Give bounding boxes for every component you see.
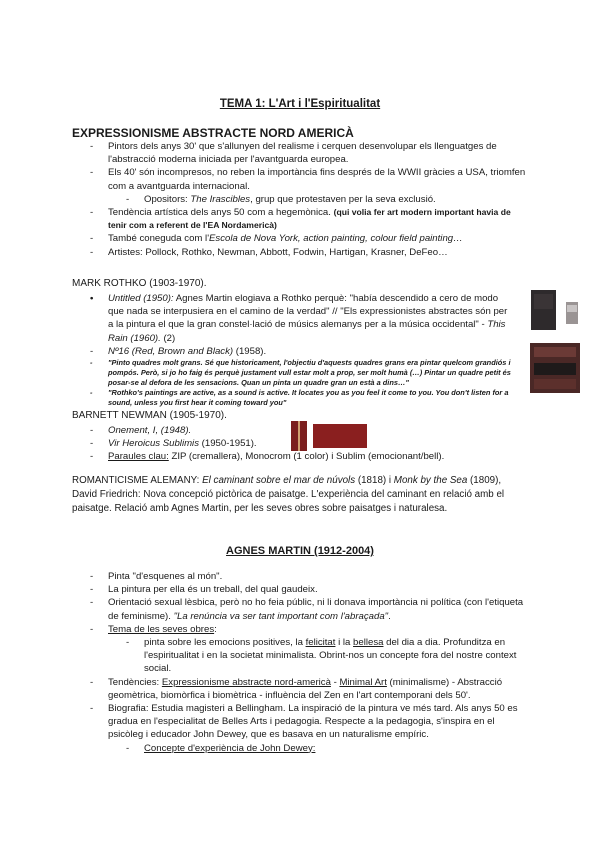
painting-rothko-untitled	[531, 290, 556, 330]
quote-rothko-2: - "Rothko's paintings are active, as a sound is active. It locates you as you feel it come to you. You don't listen for a sound, unless you first hear it coming toward you"	[90, 388, 509, 408]
list-item: - Nº16 (Red, Brown and Black) (1958).	[90, 345, 267, 357]
painting-newman-onement	[291, 421, 307, 451]
list-expressionism	[90, 140, 528, 259]
list-item: - Concepte d'experiència de John Dewey:	[126, 742, 316, 754]
list-item: • Untitled (1950): Agnes Martin elogiava a Rothko perquè: "había descendido a cero de modo que nada se interpusiera en el camino de la verdad" // "Els expressionistes abstractes són per a la pintura el que la gran constel·lació de músics alemanys per a la música occidental" - This Rain (1960). (2)	[90, 293, 508, 344]
heading-agnes-martin: AGNES MARTIN (1912-2004)	[226, 545, 374, 557]
list-rothko	[90, 292, 514, 408]
list-item: - Opositors: The Irascibles, grup que protestaven per la seva exclusió.	[126, 193, 436, 205]
list-item: - Orientació sexual lèsbica, però no ho feia públic, ni li donava importància ni política (con l'etiqueta de feminisme). "La renúncia va ser tant important com l'abraçada".	[90, 597, 524, 622]
list-item: - Onement, I, (1948).	[90, 425, 192, 436]
painting-rothko-no16	[530, 343, 580, 393]
painting-newman-vir-heroicus	[313, 424, 367, 448]
list-item: - Tendència artística dels anys 50 com a hegemònica. (qui volia fer art modern important havia de tenir com a referent de l'EA Nordamericà)	[90, 207, 511, 231]
list-item: - Pinta "d'esquenes al món".	[90, 571, 223, 582]
list-item: - Artistes: Pollock, Rothko, Newman, Abbott, Fodwin, Hartigan, Krasner, DeFeo…	[90, 246, 448, 258]
quote-rothko-1: - "Pinto quadres molt grans. Sé que historicament, l'objectiu d'aquests quadres grans era pintar quelcom grandiós i pompós. Però, si jo ho faig és perquè justament vull estar molt a prop, ser molt humà (…) Pintar un quadre petit és posar-se al defora de les sensacions. Quan un pinta un quadre gran un està a dins…"	[90, 358, 511, 388]
heading-expressionism: EXPRESSIONISME ABSTRACTE NORD AMERICÀ	[72, 126, 354, 140]
list-item: - La pintura per ella és un treball, del qual gaudeix.	[90, 584, 318, 596]
painting-rothko-this-rain	[566, 302, 578, 324]
heading-newman: BARNETT NEWMAN (1905-1970).	[72, 410, 227, 421]
list-item: - Els 40' són incompresos, no reben la importància fins després de la WWII gràcies a USA, triomfen com a avantguarda internacional.	[90, 167, 526, 192]
list-item: - Paraules clau: ZIP (cremallera), Monocrom (1 color) i Sublim (emocionant/bell).	[90, 451, 445, 463]
list-item: - Pintors dels anys 30' que s'allunyen del realisme i cerquen desenvolupar els llenguatges de l'abstracció moderna iniciada per l'avantguarda europea.	[90, 141, 497, 166]
list-item: - Vir Heroicus Sublimis (1950-1951).	[90, 438, 257, 450]
page-title: TEMA 1: L'Art i l'Espiritualitat	[219, 98, 381, 110]
list-item: - Tendències: Expressionisme abstracte nord-americà - Minimal Art (minimalisme) - Abstracció geomètrica, biomòrfica i biomètrica - influència del Zen en l'art contemporani dels 50'.	[90, 676, 503, 701]
list-item: - Biografia: Estudia magisteri a Bellingham. La inspiració de la pintura ve més tard. Als anys 50 es gradua en l'especialitat de Belles Arts i pedagogia. Respecte a la pedagogia, s'inspira en el psicòleg i educador John Dewey, que es basava en un naturalisme empíric.	[90, 703, 518, 741]
list-agnes-martin	[90, 570, 524, 755]
paragraph-romanticism: ROMANTICISME ALEMANY: El caminant sobre el mar de núvols (1818) i Monk by the Sea (1809), David Friedrich: Nova concepció pictòrica de paisatge. L'experiència del caminant en relació amb el paisatge. Relació amb Agnes Martin, per les seves obres sobre paisatges i naturalesa.	[72, 475, 505, 514]
list-item: - També coneguda com l'Escola de Nova York, action painting, colour field painting…	[90, 233, 463, 245]
list-item: - Tema de les seves obres:	[90, 623, 217, 635]
list-item: - pinta sobre les emocions positives, la felicitat i la bellesa del dia a dia. Profunditza en l'espiritualitat i en la societat minimalista. Obrint-nos un concepte fora del nostre context social.	[126, 637, 517, 675]
heading-rothko: MARK ROTHKO (1903-1970).	[72, 278, 207, 289]
